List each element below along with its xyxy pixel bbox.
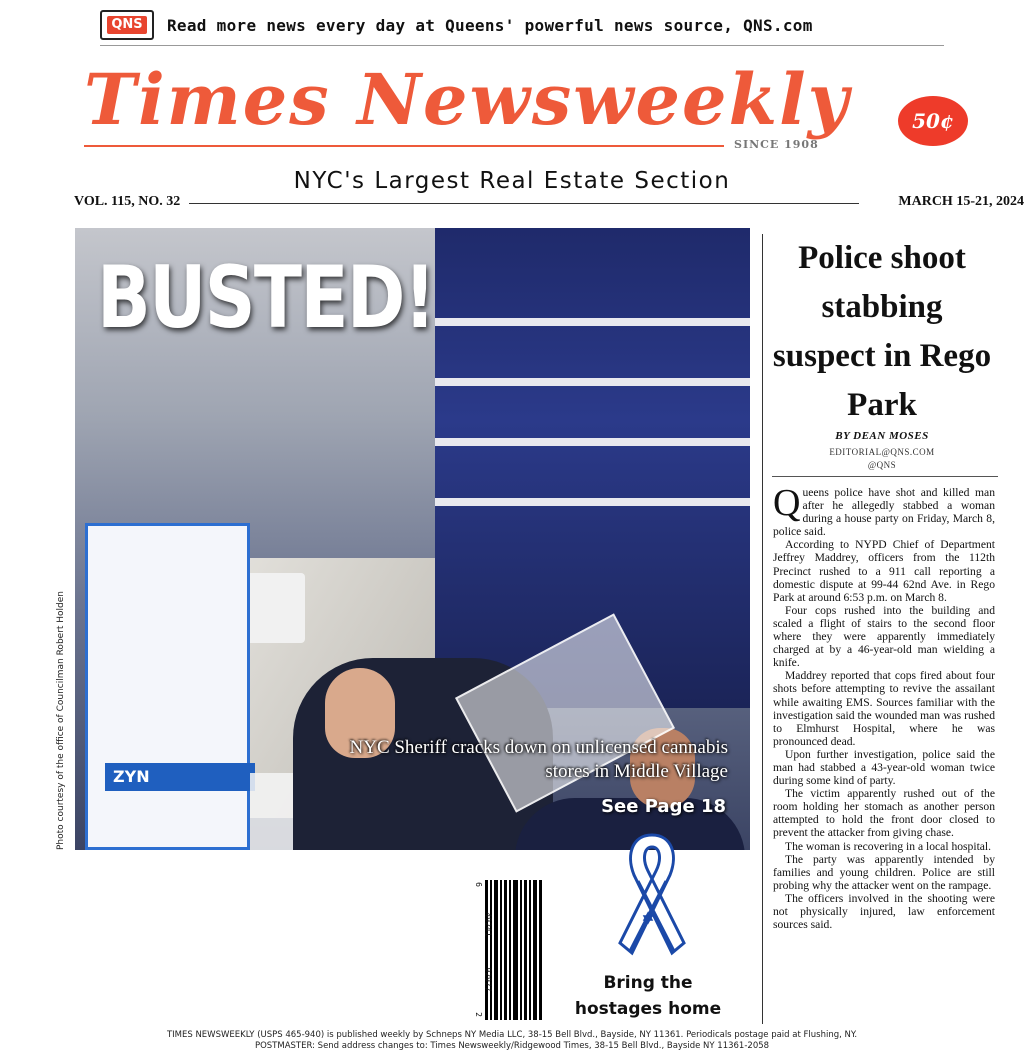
story-paragraph: Queens police have shot and killed man after he allegedly stabbed a woman during a house party on Friday, March 8, police said. bbox=[773, 482, 995, 539]
dropcap: Q bbox=[773, 482, 801, 524]
story-paragraph: The victim apparently rushed out of the room holding her stomach as another person attempted to hold the front door closed to prevent the attacker from giving chase. bbox=[773, 787, 995, 840]
cover-caption[interactable]: NYC Sheriff cracks down on unlicensed cannabis stores in Middle Village bbox=[349, 737, 728, 782]
ribbon-line-1: Bring the bbox=[603, 973, 693, 993]
photo-credit: Photo courtesy of the office of Councilman Robert Holden bbox=[56, 590, 66, 850]
story-rule bbox=[772, 476, 998, 477]
masthead bbox=[84, 58, 874, 150]
qns-logo-text: QNS bbox=[107, 16, 147, 34]
zyn-label: ZYN bbox=[105, 763, 255, 791]
story-paragraph: The woman is recovering in a local hospital. bbox=[785, 839, 992, 853]
barcode-digit-top: 6 bbox=[473, 882, 483, 887]
newspaper-title: Times Newsweekly bbox=[84, 58, 851, 141]
top-banner bbox=[100, 10, 944, 46]
issue-info-row bbox=[74, 194, 1024, 214]
footer-line-2: POSTMASTER: Send address changes to: Times Newsweekly/Ridgewood Times, 38-15 Bell Blvd., Bayside NY 11361-2058 bbox=[254, 1041, 770, 1051]
barcode bbox=[485, 880, 545, 1020]
story-paragraph: The officers involved in the shooting were not physically injured, law enforcement sources said. bbox=[773, 891, 995, 932]
barcode-group-1: 49241 bbox=[483, 912, 493, 937]
since-label: SINCE 1908 bbox=[734, 138, 819, 151]
story-byline: BY DEAN MOSES bbox=[835, 430, 929, 442]
tagline: NYC's Largest Real Estate Section bbox=[293, 168, 731, 194]
volume-number: VOL. 115, NO. 32 bbox=[74, 194, 181, 209]
issue-rule bbox=[189, 203, 859, 204]
story-handle[interactable]: @QNS bbox=[867, 460, 897, 470]
footer-line-1: TIMES NEWSWEEKLY (USPS 465-940) is published weekly by Schneps NY Media LLC, 38-15 Bell Blvd., Bayside, NY 11361. Periodicals postage paid at Flushing, NY. bbox=[166, 1030, 858, 1040]
story-paragraph: Four cops rushed into the building and scaled a flight of stairs to the second floor where they were apparently immediately charged at by a 46-year-old man wielding a knife. bbox=[773, 603, 995, 670]
cover-photo bbox=[75, 228, 750, 850]
price-badge: 50¢ bbox=[898, 96, 968, 146]
column-rule bbox=[762, 234, 763, 1024]
top-banner-text[interactable]: Read more news every day at Queens' powerful news source, QNS.com bbox=[167, 16, 813, 35]
barcode-group-2: 92977 bbox=[483, 967, 493, 992]
story-headline[interactable]: Police shoot stabbing suspect in Rego Park bbox=[772, 240, 992, 423]
story-paragraph: The party was apparently intended by families and young children. Police are still probing why the attacker went on the rampage. bbox=[773, 852, 995, 892]
see-page-link[interactable]: See Page 18 bbox=[601, 796, 726, 817]
cover-headline[interactable]: BUSTED! bbox=[97, 248, 435, 348]
story-paragraph: Upon further investigation, police said the man had stabbed a 43-year-old woman twice during some kind of party. bbox=[773, 747, 995, 788]
story-paragraph: According to NYPD Chief of Department Jeffrey Maddrey, officers from the 112th Precinct rushed to a 911 call reporting a domestic dispute at 99-44 62nd Ave. in Rego Park at around 6:53 p.m. on March 8. bbox=[773, 538, 995, 604]
story-body bbox=[773, 482, 995, 932]
issue-date: MARCH 15-21, 2024 bbox=[898, 194, 1024, 209]
qns-logo[interactable] bbox=[100, 10, 154, 40]
ribbon-message bbox=[568, 970, 728, 1022]
story-paragraph: Maddrey reported that cops fired about four shots before attempting to revive the assailant while awaiting EMS. Sources familiar with the investigation said the wounded man was rushed to Elmhurst Hospital, where he was pronounced dead. bbox=[773, 669, 995, 748]
postal-footer bbox=[0, 1030, 1024, 1052]
barcode-digit-bottom: 2 bbox=[473, 1012, 483, 1017]
story-email[interactable]: EDITORIAL@QNS.COM bbox=[829, 447, 935, 457]
masthead-rule bbox=[84, 145, 724, 147]
nicotine-display bbox=[85, 523, 250, 850]
ribbon-line-2: hostages home bbox=[574, 999, 722, 1019]
hostage-ribbon-icon bbox=[612, 825, 692, 960]
